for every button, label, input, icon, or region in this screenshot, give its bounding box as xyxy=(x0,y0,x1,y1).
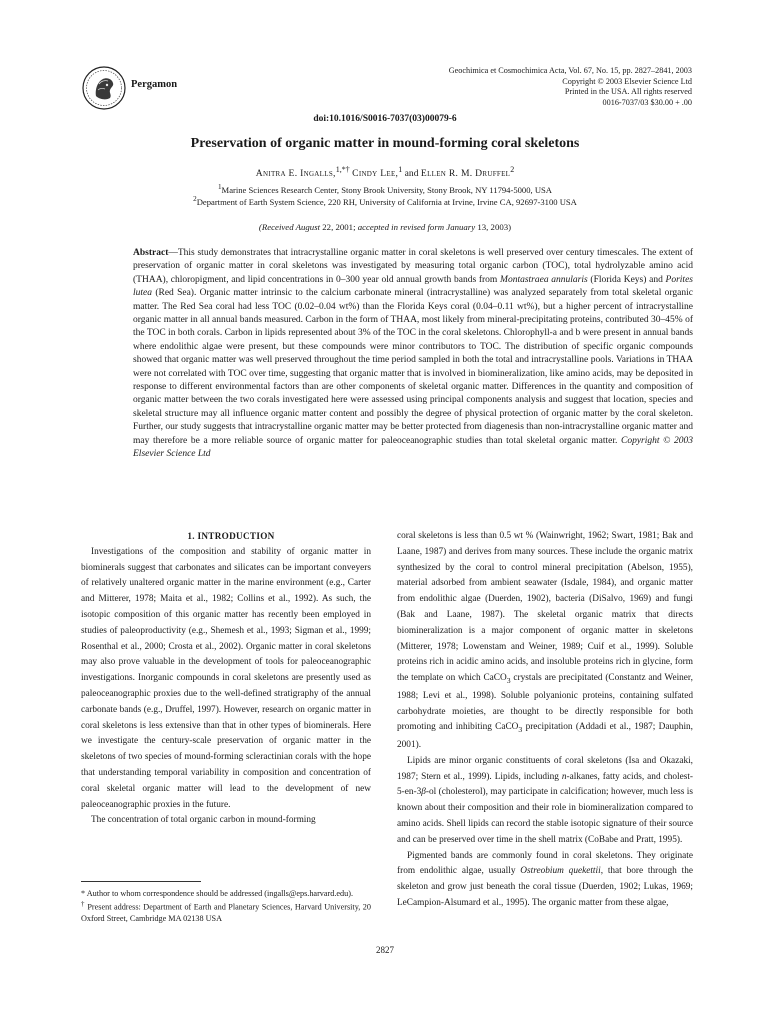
author-name: Ellen R. M. Druffel xyxy=(420,168,511,180)
paragraph: The concentration of total organic carbon in mound-forming xyxy=(91,815,316,826)
paragraph-text: precipitation (Addadi et al., 1987; Dauphin, 2001). xyxy=(397,722,694,751)
affiliation-number: 2 xyxy=(193,195,197,203)
author-name: Cindy Lee, xyxy=(352,168,399,180)
footnote-text: Author to whom correspondence should be addressed (ingalls@eps.harvard.edu). xyxy=(86,889,353,898)
printed-line: Printed in the USA. All rights reserved xyxy=(564,87,692,97)
accepted-date: 13, 2003) xyxy=(477,222,512,232)
author-footnote-mark: 1 xyxy=(398,165,403,174)
issn-price-line: 0016-7037/03 $30.00 + .00 xyxy=(602,97,692,107)
footnote xyxy=(81,888,371,899)
received-date: 22, 2001; xyxy=(322,222,356,232)
author-conjunction: and xyxy=(404,168,419,180)
species-name: Montastraea annularis xyxy=(500,274,588,285)
affiliation-text: Marine Sciences Research Center, Stony Brook University, Stony Brook, NY 11794-5000, USA xyxy=(221,184,553,195)
author-footnote-mark: 1,*† xyxy=(335,165,350,174)
paragraph-text: crystals are precipitated (Constantz and Weiner, 1988; Levi et al., 1998). Soluble polyanionic proteins, containing sulfated carbohydrate moieties, are thought to be directly responsible for both promoting and inhibiting CaCO xyxy=(397,673,693,733)
copyright-line: Copyright © 2003 Elsevier Science Ltd xyxy=(562,76,692,86)
paragraph-text: , that bore through the skeleton and grow just beneath the coral tissue (Duerden, 1902; Lukas, 1969; LeCampion-Alsumard et al., 1995). The organic matter from these algae, xyxy=(397,866,693,909)
left-column xyxy=(81,529,371,829)
author-list xyxy=(0,165,770,179)
affiliation xyxy=(0,183,770,195)
footnote-text: Present address: Department of Earth and Planetary Sciences, Harvard University, 20 Oxford Street, Cambridge MA 02138 USA xyxy=(81,902,371,924)
received-text: (Received August xyxy=(258,222,321,232)
species-name: Ostreobium quekettii xyxy=(520,866,601,877)
abstract-text: (Florida Keys) and xyxy=(590,274,663,285)
footnote-mark: † xyxy=(81,901,85,909)
abstract-text: This study demonstrates that intracrystalline organic matter in coral skeletons is well preserved over century timescales. The extent of preservation of organic matter in coral skeletons was investigated by measuring total organic carbon (TOC), total hydrolyzable amino acid (THAA), chloropigment, and lipid concentrations in 0–300 year old annual growth bands from xyxy=(133,248,693,285)
received-dates xyxy=(0,222,770,232)
abstract-copyright: Copyright © 2003 Elsevier Science Ltd xyxy=(133,435,694,460)
journal-citation-line: Geochimica et Cosmochimica Acta, Vol. 67, No. 15, pp. 2827–2841, 2003 xyxy=(448,66,692,75)
article-title: Preservation of organic matter in mound-forming coral skeletons xyxy=(190,136,580,151)
paragraph: Investigations of the composition and stability of organic matter in biominerals suggest that carbonates and silicates can be important conveyers of relatively unaltered organic matter in the marine environment (e.g., Carter and Mitterer, 1978; Maita et al., 1982; Collins et al., 1992). As such, the isotopic composition of this organic matter has recently been employed in studies of paleoproductivity (e.g., Shemesh et al., 1993; Sigman et al., 1999; Rosenthal et al., 2000; Crosta et al., 2002). Organic matter in coral skeletons may also prove valuable in the development of tools for paleoceanographic investigations. Inorganic compounds in coral skeletons are presently used as paleoceanographic proxies due to the well-defined stratigraphy of the annual carbonate bands (e.g., Druffel, 1997). However, research on organic matter in coral skeletons is less extensive than that in other types of biominerals. Here we investigate the century-scale preservation of organic matter in the skeletons of two species of mound-forming scleractinian corals with the hope that understanding temporal variability in composition and concentration of coral skeletal organic matter will lead to the development of new paleoceanographic proxies in the future. xyxy=(81,546,371,810)
abstract xyxy=(133,247,693,462)
species-name: Porites lutea xyxy=(133,274,693,299)
right-column xyxy=(397,529,693,912)
affiliation-number: 1 xyxy=(217,183,222,191)
footnote xyxy=(81,899,371,924)
subscript: 3 xyxy=(506,676,511,686)
paragraph xyxy=(397,529,693,754)
italic-term: n xyxy=(561,771,567,782)
italic-term: β xyxy=(421,787,426,798)
subscript: 3 xyxy=(518,725,523,735)
footnotes xyxy=(81,888,371,924)
paragraph-text: -ol (cholesterol), may participate in calcification; however, much less is known about their composition and their role in biomineralization compared to amino acids. Shell lipids can record the stable isotopic signature of their source and can be preserved over time in the shell matrix (CoBabe and Pratt, 1995). xyxy=(397,787,693,845)
accepted-text: accepted in revised form January xyxy=(357,222,476,232)
journal-citation-block xyxy=(449,66,692,108)
publisher-name: Pergamon xyxy=(131,79,178,90)
affiliation xyxy=(0,195,770,207)
paragraph-text: Lipids are minor organic constituents of coral skeletons (Isa and Okazaki, 1987; Stern et al., 1999). Lipids, including xyxy=(397,755,693,782)
author-footnote-mark: 2 xyxy=(510,165,515,174)
author-name: Anitra E. Ingalls, xyxy=(255,168,336,180)
section-heading: 1. INTRODUCTION xyxy=(187,531,275,541)
pergamon-logo-icon xyxy=(82,66,126,110)
doi: doi:10.1016/S0016-7037(03)00079-6 xyxy=(313,114,457,124)
page-number: 2827 xyxy=(376,945,394,955)
paragraph-text: -alkanes, fatty acids, and cholest-5-en-3 xyxy=(397,771,693,798)
abstract-label: Abstract xyxy=(133,248,169,258)
footnote-divider xyxy=(81,881,201,882)
paragraph-text: coral skeletons is less than 0.5 wt % (Wainwright, 1962; Swart, 1981; Bak and Laane, 1987) and derives from many sources. These include the organic matrix synthesized by the coral to control mineral precipitation (Abelson, 1955), material adsorbed from ambient seawater (Isdale, 1984), and organic matter from endolithic algae (Duerden, 1902), bacteria (DiSalvo, 1969) and fungi (Bak and Laane, 1987). The skeletal organic matrix that directs biomineralization is a major component of organic matter in skeletons (Mitterer, 1978; Lowenstam and Weiner, 1989; Cuif et al., 1999). Soluble proteins rich in acidic amino acids, and insoluble proteins rich in glycine, form the template on which CaCO xyxy=(397,531,693,684)
abstract-text: (Red Sea). Organic matter intrinsic to the calcium carbonate mineral (intracrystalline) was analyzed separately from total skeletal organic matter. The Red Sea coral had less TOC (0.02–0.04 wt%) than the Florida Keys coral (0.04–0.11 wt%), but a higher percent of intracrystalline organic matter in all annual bands measured. Carbon in the form of THAA, most likely from mineral-precipitating proteins, contributed 30–45% of the TOC in both corals. Carbon in lipids represented about 3% of the TOC in the coral skeletons. Chlorophyll-a and b were present in annual bands where endolithic algae were present, but these compounds were minor contributors to TOC. The distribution of specific organic compounds showed that organic matter was well preserved throughout the time period sampled in both the total and intracrystalline pools. Variations in THAA were not correlated with TOC over time, suggesting that organic matter that is involved in biomineralization, like amino acids, may be deposited in response to different environmental factors than are other components of skeletal organic matter. Differences in the quantity and composition of organic matter between the two corals investigated here were assessed using principal components analysis and suggest that location, species and skeletal structure may all influence organic matter content and possibly the degree of physical protection of organic matter by the coral skeleton. Further, our study suggests that intracrystalline organic matter may be better protected from diagenesis than non-intracrystalline organic matter and may therefore be a more reliable source of organic matter for paleoceanographic studies than total skeletal organic matter. xyxy=(133,288,693,446)
paragraph-text: Pigmented bands are commonly found in coral skeletons. They originate from endolithic algae, usually xyxy=(397,850,693,877)
abstract-dash: — xyxy=(168,248,178,258)
affiliation-text: Department of Earth System Science, 220 RH, University of California at Irvine, Irvine CA, 92697-3100 USA xyxy=(196,196,577,207)
paragraph xyxy=(397,754,693,849)
paragraph xyxy=(397,849,693,912)
footnote-mark: * xyxy=(81,889,86,898)
